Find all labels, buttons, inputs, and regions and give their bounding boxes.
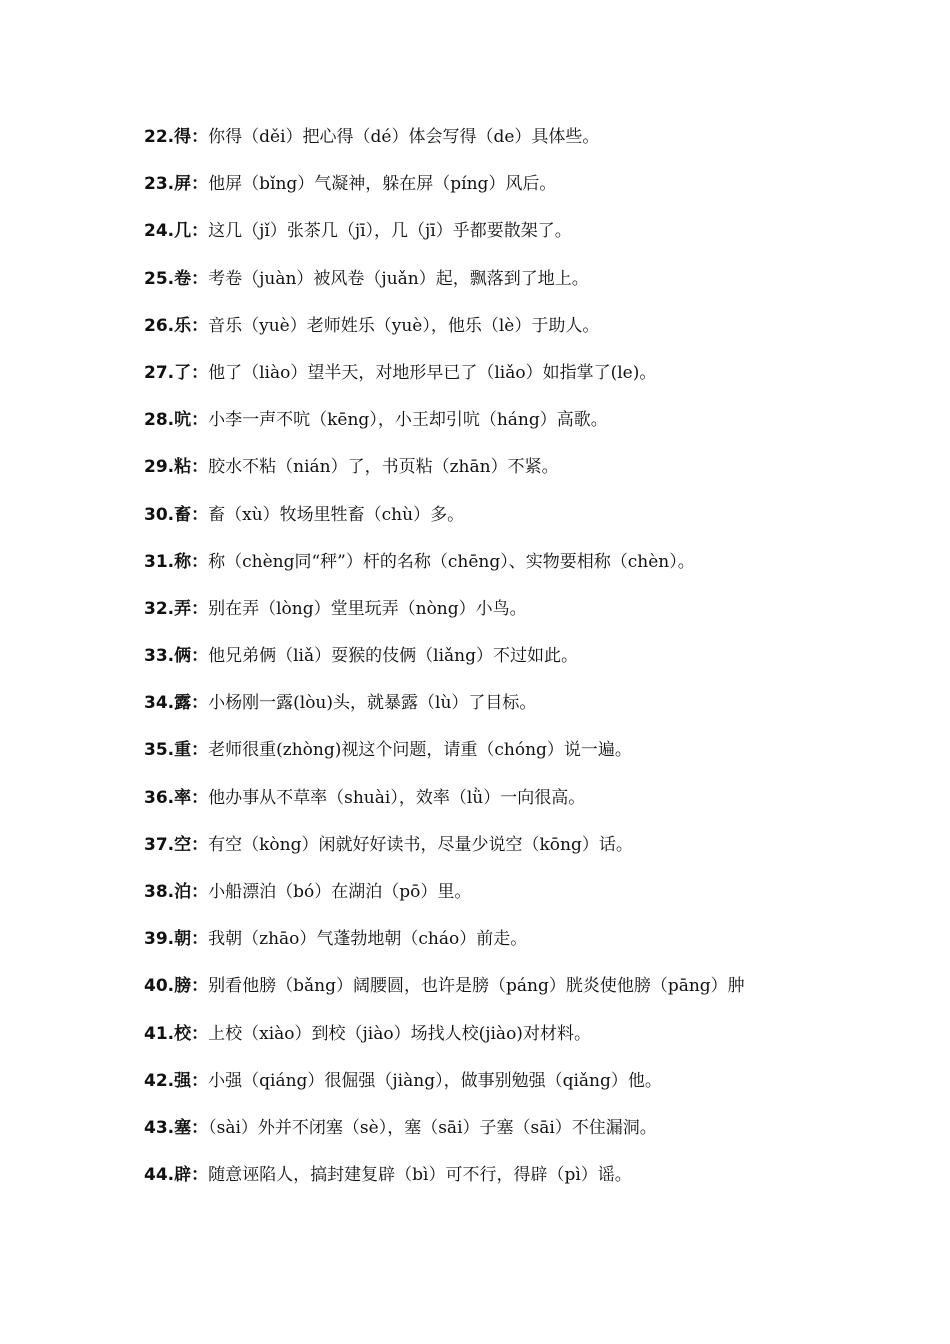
- entry-sentence: 别在弄（lòng）堂里玩弄（nòng）小鸟。: [208, 598, 527, 619]
- entry-number-label: 28.吭：: [144, 410, 209, 431]
- list-item: [144, 877, 934, 924]
- list-item: [144, 971, 934, 1018]
- list-item: [144, 1160, 934, 1207]
- entry-sentence: 胶水不粘（nián）了，书页粘（zhān）不紧。: [208, 457, 559, 478]
- list-item: [144, 688, 934, 735]
- list-item: [144, 735, 934, 782]
- entry-number-label: 39.朝：: [144, 929, 209, 950]
- entry-sentence: 你得（děi）把心得（dé）体会写得（de）具体些。: [208, 127, 600, 147]
- entry-number-label: 25.卷：: [144, 268, 209, 289]
- entry-sentence: 我朝（zhāo）气蓬勃地朝（cháo）前走。: [208, 929, 528, 950]
- entry-number-label: 23.屏：: [144, 174, 209, 195]
- entry-sentence: 随意诬陷人，搞封建复辟（bì）可不行，得辟（pì）谣。: [208, 1165, 632, 1186]
- list-item: [144, 169, 934, 216]
- list-item: [144, 783, 934, 830]
- entry-sentence: 有空（kòng）闲就好好读书，尽量少说空（kōng）话。: [208, 834, 633, 855]
- entry-number-label: 33.俩：: [144, 646, 209, 667]
- entry-sentence: 称（chèng同“秤”）杆的名称（chēng）、实物要相称（chèn）。: [208, 551, 695, 572]
- entry-sentence: 上校（xiào）到校（jiào）场找人校(jiào)对材料。: [208, 1023, 591, 1044]
- entry-sentence: 他兄弟俩（liǎ）耍猴的伎俩（liǎng）不过如此。: [208, 646, 578, 667]
- entry-sentence: （sài）外并不闭塞（sè），塞（sāi）子塞（sāi）不住漏洞。: [208, 1117, 657, 1138]
- list-item: [144, 405, 934, 452]
- entry-sentence: 老师很重(zhòng)视这个问题，请重（chóng）说一遍。: [208, 740, 632, 761]
- entry-number-label: 22.得：: [144, 127, 209, 147]
- entry-number-label: 27.了：: [144, 362, 209, 383]
- entry-sentence: 考卷（juàn）被风卷（juǎn）起，飘落到了地上。: [208, 268, 589, 289]
- entry-sentence: 小李一声不吭（kēng），小王却引吭（háng）高歌。: [208, 410, 608, 431]
- entry-number-label: 40.膀：: [144, 976, 209, 997]
- entry-number-label: 43.塞：: [144, 1117, 209, 1138]
- entry-number-label: 34.露：: [144, 693, 209, 714]
- entry-number-label: 32.弄：: [144, 598, 209, 619]
- entry-number-label: 36.率：: [144, 787, 209, 808]
- entry-number-label: 30.畜：: [144, 504, 209, 525]
- list-item: [144, 641, 934, 688]
- entry-sentence: 他办事从不草率（shuài），效率（lǜ）一向很高。: [208, 787, 586, 808]
- entry-sentence: 别看他膀（bǎng）阔腰圆，也许是膀（páng）胱炎使他膀（pāng）肿: [208, 976, 745, 997]
- entry-number-label: 44.辟：: [144, 1165, 209, 1186]
- entry-sentence: 这几（jǐ）张茶几（jī），几（jī）乎都要散架了。: [208, 221, 572, 242]
- list-item: [144, 1113, 934, 1160]
- entry-number-label: 31.称：: [144, 551, 209, 572]
- entry-sentence: 他了（liào）望半天，对地形早已了（liǎo）如指掌了(le)。: [208, 362, 657, 383]
- entry-sentence: 音乐（yuè）老师姓乐（yuè），他乐（lè）于助人。: [208, 315, 600, 336]
- entry-sentence: 畜（xù）牧场里牲畜（chù）多。: [208, 504, 465, 525]
- entry-sentence: 小强（qiáng）很倔强（jiàng），做事别勉强（qiǎng）他。: [208, 1070, 662, 1091]
- entry-number-label: 38.泊：: [144, 882, 209, 902]
- list-item: [144, 264, 934, 311]
- list-item: [144, 358, 934, 405]
- entry-sentence: 小船漂泊（bó）在湖泊（pō）里。: [208, 882, 472, 902]
- list-item: [144, 216, 934, 263]
- entry-sentence: 他屏（bǐng）气凝神，躲在屏（píng）风后。: [208, 174, 557, 195]
- list-item: [144, 547, 934, 594]
- entry-number-label: 41.校：: [144, 1023, 209, 1044]
- entry-sentence: 小杨刚一露(lòu)头，就暴露（lù）了目标。: [208, 693, 537, 714]
- entry-number-label: 24.几：: [144, 221, 209, 242]
- entry-number-label: 26.乐：: [144, 315, 209, 336]
- entry-number-label: 42.强：: [144, 1070, 209, 1091]
- list-item: [144, 830, 934, 877]
- polyphonic-character-list: [144, 122, 934, 1207]
- list-item: [144, 1066, 934, 1113]
- list-item: [144, 311, 934, 358]
- list-item: [144, 452, 934, 499]
- entry-number-label: 37.空：: [144, 834, 209, 855]
- list-item: [144, 1019, 934, 1066]
- list-item: [144, 594, 934, 641]
- list-item: [144, 500, 934, 547]
- entry-number-label: 35.重：: [144, 740, 209, 761]
- entry-number-label: 29.粘：: [144, 457, 209, 478]
- list-item: [144, 924, 934, 971]
- list-item: [144, 122, 934, 169]
